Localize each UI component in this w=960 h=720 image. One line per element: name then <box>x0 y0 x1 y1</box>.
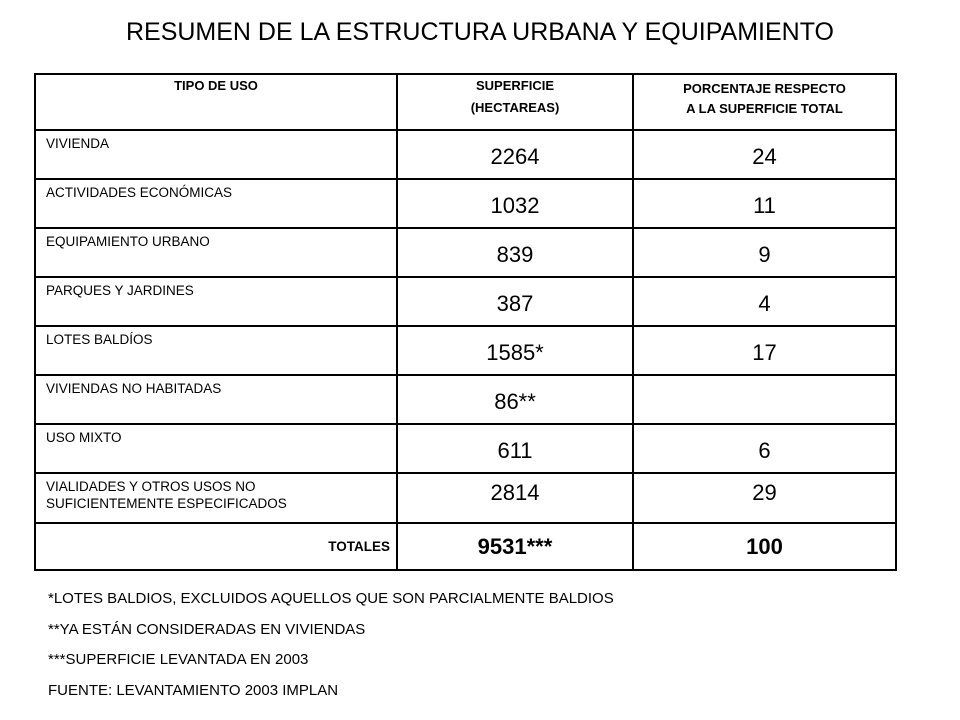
row-porcentaje: 6 <box>633 424 896 473</box>
row-superficie: 86** <box>397 375 633 424</box>
table-row <box>35 277 896 326</box>
row-porcentaje: 29 <box>633 473 896 523</box>
source-note: FUENTE: LEVANTAMIENTO 2003 IMPLAN <box>48 681 339 699</box>
footnote: *LOTES BALDIOS, EXCLUIDOS AQUELLOS QUE SON PARCIALMENTE BALDIOS <box>48 590 614 607</box>
row-tipo: VIALIDADES Y OTROS USOS NO SUFICIENTEMENTE ESPECIFICADOS <box>35 473 397 523</box>
row-tipo: VIVIENDAS NO HABITADAS <box>35 375 397 424</box>
page-title: RESUMEN DE LA ESTRUCTURA URBANA Y EQUIPAMIENTO <box>125 18 835 46</box>
footnote: **YA ESTÁN CONSIDERADAS EN VIVIENDAS <box>48 620 366 638</box>
row-superficie: 2814 <box>397 473 633 523</box>
totals-row <box>35 523 896 570</box>
row-porcentaje: 24 <box>633 130 896 179</box>
totals-porcentaje: 100 <box>633 523 896 570</box>
table-row <box>35 228 896 277</box>
row-superficie: 387 <box>397 277 633 326</box>
totals-label: TOTALES <box>35 523 397 570</box>
land-use-table <box>34 73 897 571</box>
row-superficie: 2264 <box>397 130 633 179</box>
row-superficie: 1032 <box>397 179 633 228</box>
table-row <box>35 424 896 473</box>
row-porcentaje <box>633 375 896 424</box>
row-superficie: 1585* <box>397 326 633 375</box>
row-porcentaje: 4 <box>633 277 896 326</box>
table-row <box>35 326 896 375</box>
row-tipo: ACTIVIDADES ECONÓMICAS <box>35 179 397 228</box>
row-superficie: 839 <box>397 228 633 277</box>
row-tipo: EQUIPAMIENTO URBANO <box>35 228 397 277</box>
header-tipo: TIPO DE USO <box>35 74 397 130</box>
row-tipo: VIVIENDA <box>35 130 397 179</box>
row-porcentaje: 17 <box>633 326 896 375</box>
table-row <box>35 179 896 228</box>
table-row <box>35 130 896 179</box>
row-tipo: LOTES BALDÍOS <box>35 326 397 375</box>
table-header-row <box>35 74 896 130</box>
table-row <box>35 375 896 424</box>
footnotes <box>48 584 614 706</box>
totals-superficie: 9531*** <box>397 523 633 570</box>
footnote: ***SUPERFICIE LEVANTADA EN 2003 <box>48 651 309 668</box>
row-tipo: PARQUES Y JARDINES <box>35 277 397 326</box>
row-tipo: USO MIXTO <box>35 424 397 473</box>
table-row <box>35 473 896 523</box>
header-porcentaje: PORCENTAJE RESPECTO A LA SUPERFICIE TOTAL <box>633 74 896 130</box>
header-superficie: SUPERFICIE (HECTAREAS) <box>397 74 633 130</box>
row-superficie: 611 <box>397 424 633 473</box>
row-porcentaje: 11 <box>633 179 896 228</box>
row-porcentaje: 9 <box>633 228 896 277</box>
